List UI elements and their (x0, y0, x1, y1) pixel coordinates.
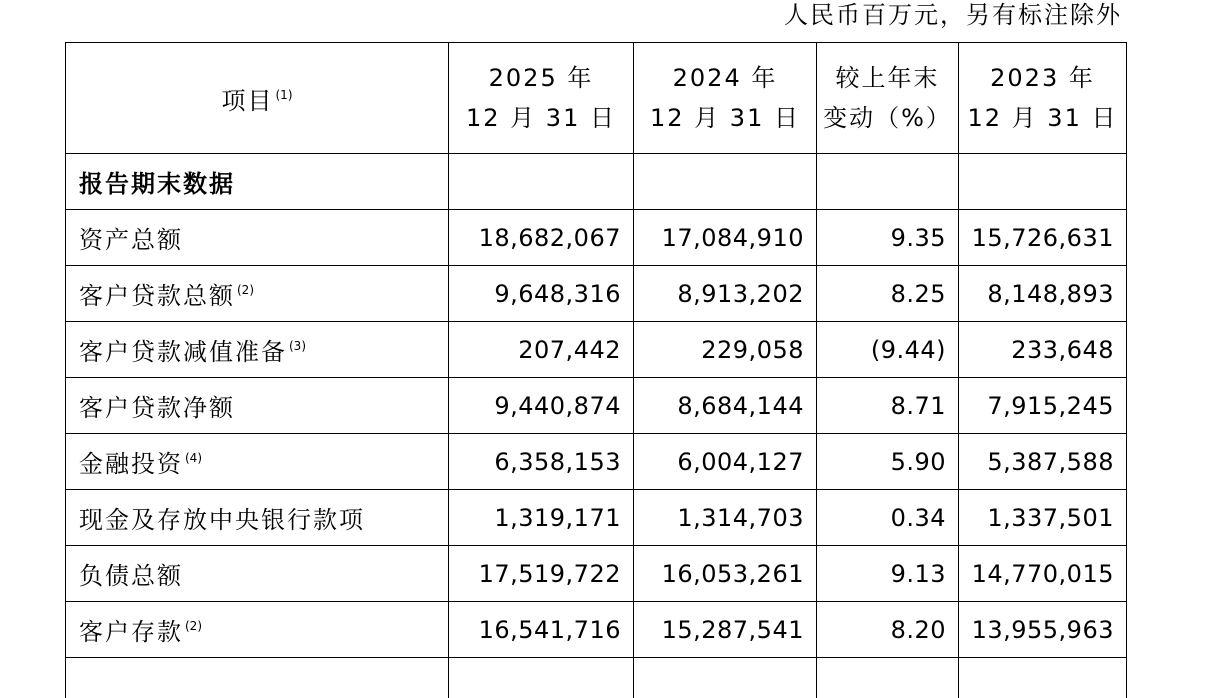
row-label (66, 378, 449, 434)
value-change: 9.13 (817, 546, 959, 602)
financial-data-table (65, 42, 1127, 698)
value-2025: 17,519,722 (449, 546, 634, 602)
section-row (66, 154, 1127, 210)
row-label (66, 266, 449, 322)
value-2023: 233,648 (959, 322, 1127, 378)
value-2025: 9,648,316 (449, 266, 634, 322)
value-change: (9.44) (817, 322, 959, 378)
row-label-text: 客户存款 (79, 618, 183, 646)
header-item-label: 项目 (222, 87, 274, 115)
header-2023 (959, 43, 1127, 154)
table-row (66, 210, 1127, 266)
value-change: 5.90 (817, 434, 959, 490)
row-footnote: (4) (185, 451, 202, 465)
table-row (66, 322, 1127, 378)
section-empty-cell (634, 154, 817, 210)
row-label-text: 负债总额 (79, 562, 183, 590)
unit-note: 人民币百万元，另有标注除外 (784, 0, 1122, 30)
section-empty-cell (959, 154, 1127, 210)
row-label (66, 490, 449, 546)
value-2023: 14,770,015 (959, 546, 1127, 602)
value-change: 8.71 (817, 378, 959, 434)
header-2025-date: 12 月 31 日 (449, 98, 633, 138)
row-label-text: 客户贷款减值准备 (79, 338, 287, 366)
table-row (66, 378, 1127, 434)
partial-cell (449, 658, 634, 698)
header-2024-date: 12 月 31 日 (634, 98, 816, 138)
value-2024: 15,287,541 (634, 602, 817, 658)
row-label-text: 金融投资 (79, 450, 183, 478)
section-title: 报告期末数据 (66, 154, 449, 210)
value-2023: 7,915,245 (959, 378, 1127, 434)
row-label (66, 210, 449, 266)
row-label (66, 602, 449, 658)
partial-cell (817, 658, 959, 698)
value-change: 8.25 (817, 266, 959, 322)
row-label (66, 546, 449, 602)
value-2025: 1,319,171 (449, 490, 634, 546)
value-2024: 1,314,703 (634, 490, 817, 546)
row-label-text: 客户贷款总额 (79, 282, 235, 310)
header-2023-year: 2023 年 (959, 58, 1126, 98)
value-2025: 6,358,153 (449, 434, 634, 490)
header-item (66, 43, 449, 154)
row-label (66, 434, 449, 490)
table-row-partial (66, 658, 1127, 698)
row-footnote: (2) (237, 283, 254, 297)
section-empty-cell (817, 154, 959, 210)
row-label-text: 资产总额 (79, 226, 183, 254)
header-2025 (449, 43, 634, 154)
value-change: 9.35 (817, 210, 959, 266)
value-2023: 15,726,631 (959, 210, 1127, 266)
row-label (66, 322, 449, 378)
table-row (66, 266, 1127, 322)
table-row (66, 602, 1127, 658)
row-footnote: (2) (185, 619, 202, 633)
value-2024: 229,058 (634, 322, 817, 378)
value-2023: 1,337,501 (959, 490, 1127, 546)
header-change (817, 43, 959, 154)
value-2025: 18,682,067 (449, 210, 634, 266)
value-2025: 9,440,874 (449, 378, 634, 434)
table-header-row (66, 43, 1127, 154)
value-2024: 8,684,144 (634, 378, 817, 434)
value-change: 0.34 (817, 490, 959, 546)
header-2025-year: 2025 年 (449, 58, 633, 98)
header-2024-year: 2024 年 (634, 58, 816, 98)
header-item-footnote: (1) (276, 88, 293, 102)
value-2024: 6,004,127 (634, 434, 817, 490)
header-2024 (634, 43, 817, 154)
value-2023: 5,387,588 (959, 434, 1127, 490)
partial-cell (66, 658, 449, 698)
value-2024: 16,053,261 (634, 546, 817, 602)
value-2023: 8,148,893 (959, 266, 1127, 322)
partial-cell (959, 658, 1127, 698)
row-footnote: (3) (289, 339, 306, 353)
value-change: 8.20 (817, 602, 959, 658)
header-2023-date: 12 月 31 日 (959, 98, 1126, 138)
table-row (66, 546, 1127, 602)
table-row (66, 490, 1127, 546)
row-label-text: 现金及存放中央银行款项 (79, 506, 365, 534)
value-2024: 17,084,910 (634, 210, 817, 266)
value-2025: 207,442 (449, 322, 634, 378)
header-change-line1: 较上年末 (817, 58, 958, 98)
table-row (66, 434, 1127, 490)
row-label-text: 客户贷款净额 (79, 394, 235, 422)
header-change-line2: 变动（%） (817, 98, 958, 138)
section-empty-cell (449, 154, 634, 210)
value-2024: 8,913,202 (634, 266, 817, 322)
value-2023: 13,955,963 (959, 602, 1127, 658)
partial-cell (634, 658, 817, 698)
value-2025: 16,541,716 (449, 602, 634, 658)
